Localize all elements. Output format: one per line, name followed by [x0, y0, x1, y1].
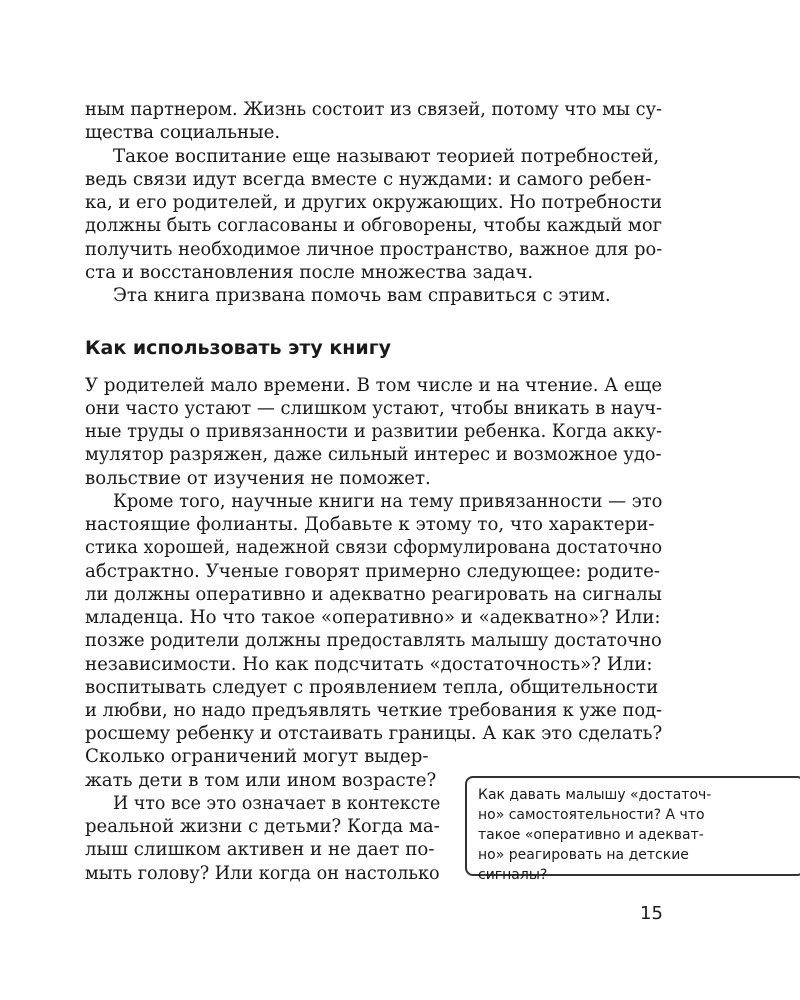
callout-line: Как давать малышу «достаточ-	[478, 787, 712, 803]
text-line: ным партнером. Жизнь состоит из связей, потому что мы су-	[85, 99, 663, 120]
text-line: воспитывать следует с проявлением тепла, общительности	[85, 677, 659, 698]
text-line: должны быть согласованы и обговорены, чтобы каждый мог	[85, 215, 663, 236]
text-line: щества социальные.	[85, 122, 281, 143]
text-line: ка, и его родителей, и других окружающих. Но потребности	[85, 192, 663, 213]
text-line: У родителей мало времени. В том числе и на чтение. А еще	[85, 375, 663, 396]
text-line: мулятор разряжен, даже сильный интерес и возможное удо-	[85, 444, 662, 465]
callout-line: но» самостоятельности? А что	[478, 807, 705, 823]
section-heading: Как использовать эту книгу	[85, 337, 392, 359]
text-line: и любви, но надо предъявлять четкие требования к уже под-	[85, 700, 663, 721]
callout-line: сигналы?	[478, 867, 548, 883]
text-line: вольствие от изучения не поможет.	[85, 468, 431, 489]
text-line: независимости. Но как подсчитать «достаточность»? Или:	[85, 654, 653, 675]
text-line: ста и восстановления после множества задач.	[85, 262, 534, 283]
text-line: Такое воспитание еще называют теорией потребностей,	[113, 146, 660, 167]
text-line: росшему ребенку и отстаивать границы. А как это сделать?	[85, 723, 663, 744]
text-line: мыть голову? Или когда он настолько	[85, 863, 440, 884]
text-line: Сколько ограничений могут выдер-	[85, 746, 429, 767]
text-line: ли должны оперативно и адекватно реагировать на сигналы	[85, 584, 662, 605]
page-number: 15	[640, 903, 663, 924]
callout-line: такое «оперативно и адекват-	[478, 827, 704, 843]
text-line: ные труды о привязанности и развитии ребенка. Когда акку-	[85, 421, 663, 442]
text-line: Кроме того, научные книги на тему привязанности — это	[113, 491, 663, 512]
text-line: И что все это означает в контексте	[113, 793, 441, 814]
text-line: младенца. Но что такое «оперативно» и «адекватно»? Или:	[85, 607, 661, 628]
text-line: получить необходимое личное пространство, важное для ро-	[85, 239, 663, 260]
text-line: стика хорошей, надежной связи сформулирована достаточно	[85, 537, 663, 558]
text-line: жать дети в том или ином возрасте?	[85, 770, 437, 791]
text-line: настоящие фолианты. Добавьте к этому то, что характери-	[85, 514, 655, 535]
text-line: позже родители должны предоставлять малышу достаточно	[85, 630, 662, 651]
callout-line: но» реагировать на детские	[478, 847, 689, 863]
text-line: они часто устают — слишком устают, чтобы вникать в науч-	[85, 398, 663, 419]
text-line: абстрактно. Ученые говорят примерно следующее: родите-	[85, 561, 661, 582]
text-line: реальной жизни с детьми? Когда ма-	[85, 816, 440, 837]
text-line: Эта книга призвана помочь вам справиться с этим.	[113, 285, 611, 306]
text-line: ведь связи идут всегда вместе с нуждами: и самого ребен-	[85, 169, 652, 190]
text-line: лыш слишком активен и не дает по-	[85, 839, 435, 860]
